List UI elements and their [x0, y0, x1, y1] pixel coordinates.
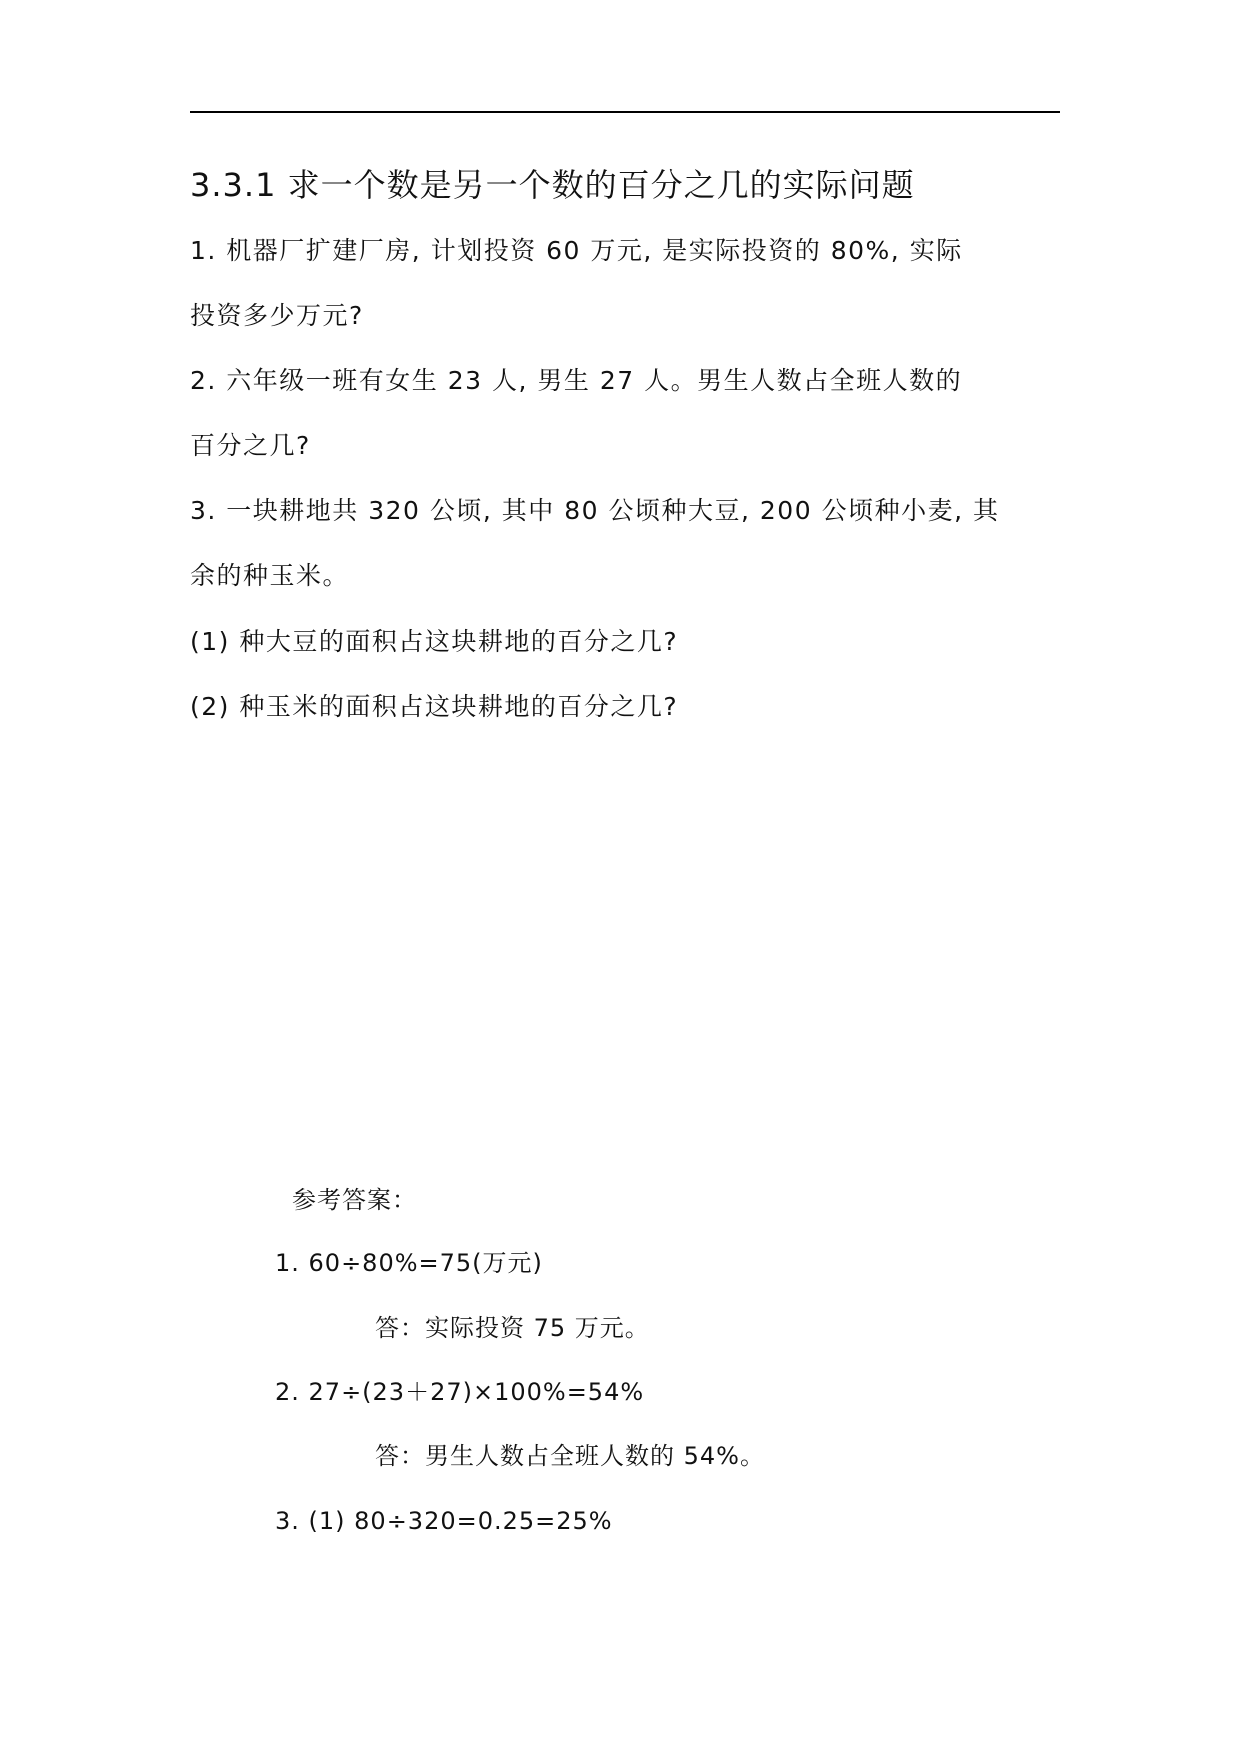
answer-1-statement: 答：实际投资 75 万元。	[375, 1314, 650, 1342]
answer-3-part-1: 3. (1) 80÷320=0.25=25%	[275, 1507, 613, 1535]
answer-2-statement: 答：男生人数占全班人数的 54%。	[375, 1442, 765, 1470]
question-2-line-2: 百分之几?	[190, 431, 311, 460]
question-2-line-1: 2. 六年级一班有女生 23 人, 男生 27 人。男生人数占全班人数的	[190, 366, 963, 395]
question-1-line-2: 投资多少万元?	[190, 301, 364, 330]
answer-1: 1. 60÷80%=75(万元)	[275, 1249, 543, 1277]
question-3-part-1: (1) 种大豆的面积占这块耕地的百分之几?	[190, 627, 679, 656]
question-3-line-2: 余的种玉米。	[190, 561, 350, 590]
header-rule	[190, 111, 1060, 113]
answers-heading: 参考答案：	[292, 1186, 417, 1214]
answer-2: 2. 27÷(23＋27)×100%=54%	[275, 1378, 645, 1406]
question-3-part-2: (2) 种玉米的面积占这块耕地的百分之几?	[190, 692, 679, 721]
question-3-line-1: 3. 一块耕地共 320 公顷, 其中 80 公顷种大豆, 200 公顷种小麦, 其	[190, 496, 1000, 525]
question-1-line-1: 1. 机器厂扩建厂房, 计划投资 60 万元, 是实际投资的 80%, 实际	[190, 236, 963, 265]
section-title: 3.3.1 求一个数是另一个数的百分之几的实际问题	[190, 166, 915, 204]
